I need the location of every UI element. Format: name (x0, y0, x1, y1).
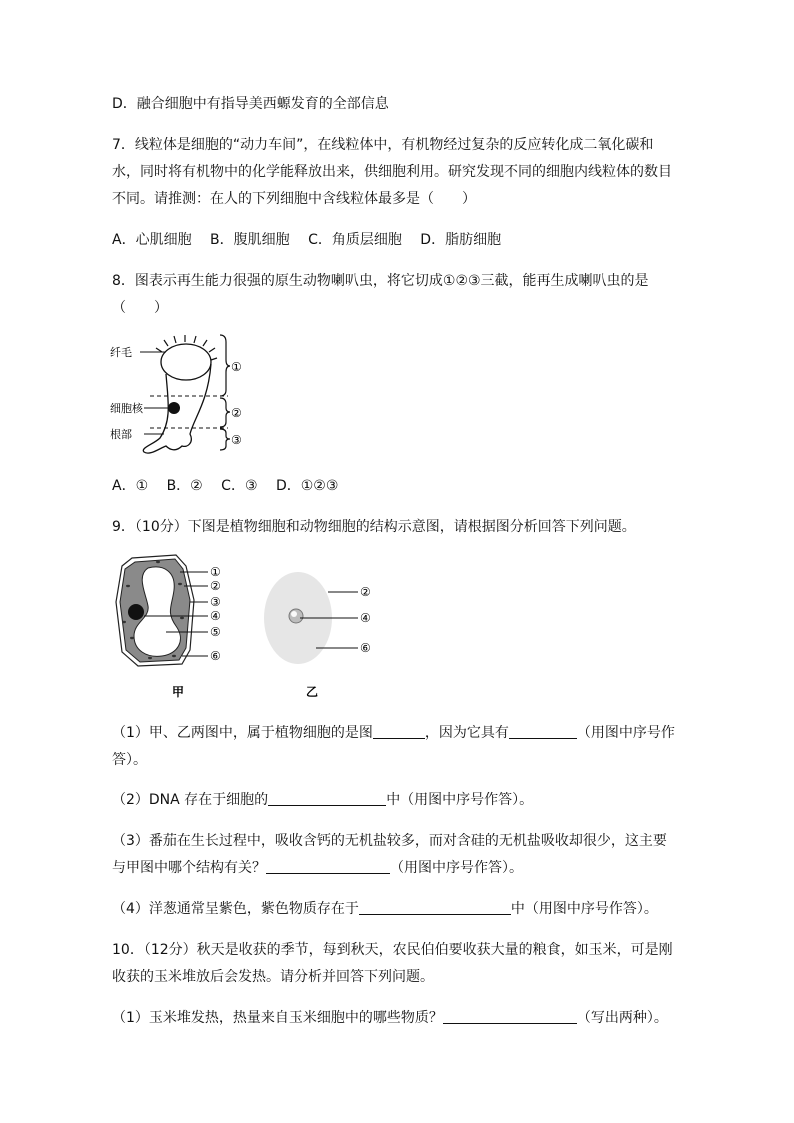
q9-sub1-blank-2[interactable] (509, 724, 577, 739)
q10-sub1-line (112, 1008, 668, 1028)
q9-sub1-blank-1[interactable] (373, 724, 425, 739)
q9-sub3-line-2 (112, 858, 523, 878)
q9-sub1-text-c: （用图中序号作 (576, 725, 675, 741)
q9-sub3-text-c: （用图中序号作答）。 (390, 860, 523, 876)
q7-stem-line-2: 水，同时将有机物中的化学能释放出来，供细胞利用。研究发现不同的细胞内线粒体的数目 (112, 164, 672, 180)
cilia-label: 纤毛 (110, 346, 132, 359)
plant-label-6: ⑥ (210, 649, 221, 663)
plant-label-3: ③ (210, 595, 221, 609)
q7-stem-line-3: 不同。请推测：在人的下列细胞中含线粒体最多是（ ） (112, 191, 476, 207)
trumpet-animalcule-figure (110, 330, 270, 460)
q9-sub2-text-b: 中（用图中序号作答）。 (386, 792, 534, 808)
plant-nucleus (128, 604, 144, 620)
q10-stem-line-2: 收获的玉米堆放后会发热。请分析并回答下列问题。 (112, 969, 434, 985)
q9-sub2-blank[interactable] (268, 791, 386, 806)
q10-sub1-text-b: （写出两种）。 (576, 1010, 668, 1026)
q9-sub4-text-b: 中（用图中序号作答）。 (510, 901, 658, 917)
plant-label-1: ① (210, 565, 221, 579)
segment-2-label: ② (231, 406, 242, 420)
nucleus-label: 细胞核 (110, 402, 143, 415)
q9-sub1-line-2: 答）。 (112, 752, 147, 768)
plant-label-4: ④ (210, 609, 221, 623)
q9-sub1-line-1 (112, 723, 675, 743)
q6-option-d: D．融合细胞中有指导美西螈发育的全部信息 (112, 96, 389, 112)
q8-stem-line-1: 8．图表示再生能力很强的原生动物喇叭虫，将它切成①②③三截，能再生成喇叭虫的是 (112, 273, 649, 289)
q9-sub4-text-a: （4）洋葱通常呈紫色，紫色物质存在于 (112, 901, 359, 917)
segment-3-label: ③ (231, 433, 242, 447)
animal-label-2: ② (360, 585, 371, 599)
nucleus-dot (168, 402, 180, 414)
q9-sub2-text-a: （2）DNA 存在于细胞的 (112, 792, 269, 808)
segment-1-label: ① (231, 360, 242, 374)
q8-stem-line-2: （ ） (112, 300, 168, 316)
animal-caption: 乙 (306, 685, 319, 699)
q7-stem-line-1: 7．线粒体是细胞的“动力车间”，在线粒体中，有机物经过复杂的反应转化成二氧化碳和 (112, 137, 654, 153)
q10-sub1-blank[interactable] (443, 1009, 577, 1024)
q9-sub3-text-b: 与甲图中哪个结构有关？ (112, 860, 266, 876)
plant-caption: 甲 (172, 685, 185, 699)
animal-label-4: ④ (360, 611, 371, 625)
q10-stem-line-1: 10．（12分）秋天是收获的季节，每到秋天，农民伯伯要收获大量的粮食，如玉米，可是刚 (112, 942, 673, 958)
q7-options: A．心肌细胞 B．腹肌细胞 C．角质层细胞 D．脂肪细胞 (112, 232, 502, 248)
q9-stem: 9．（10分）下图是植物细胞和动物细胞的结构示意图，请根据图分析回答下列问题。 (112, 519, 636, 535)
q9-sub4-blank[interactable] (359, 900, 511, 915)
root-label: 根部 (110, 428, 132, 441)
plant-label-5: ⑤ (210, 625, 221, 639)
q9-sub3-blank[interactable] (266, 859, 390, 874)
plant-label-2: ② (210, 579, 221, 593)
q9-sub4-line (112, 899, 658, 919)
q8-options: A．① B．② C．③ D．①②③ (112, 478, 339, 494)
q9-sub2-line (112, 790, 533, 810)
cell-structure-figure (110, 552, 380, 702)
q9-sub1-text-b: ，因为它具有 (424, 725, 509, 741)
animal-label-6: ⑥ (360, 641, 371, 655)
q9-sub1-text-a: （1）甲、乙两图中，属于植物细胞的是图 (112, 725, 373, 741)
q9-sub3-line-1: （3）番茄在生长过程中，吸收含钙的无机盐较多，而对含硅的无机盐吸收却很少，这主要 (112, 833, 667, 849)
q10-sub1-text-a: （1）玉米堆发热，热量来自玉米细胞中的哪些物质？ (112, 1010, 443, 1026)
